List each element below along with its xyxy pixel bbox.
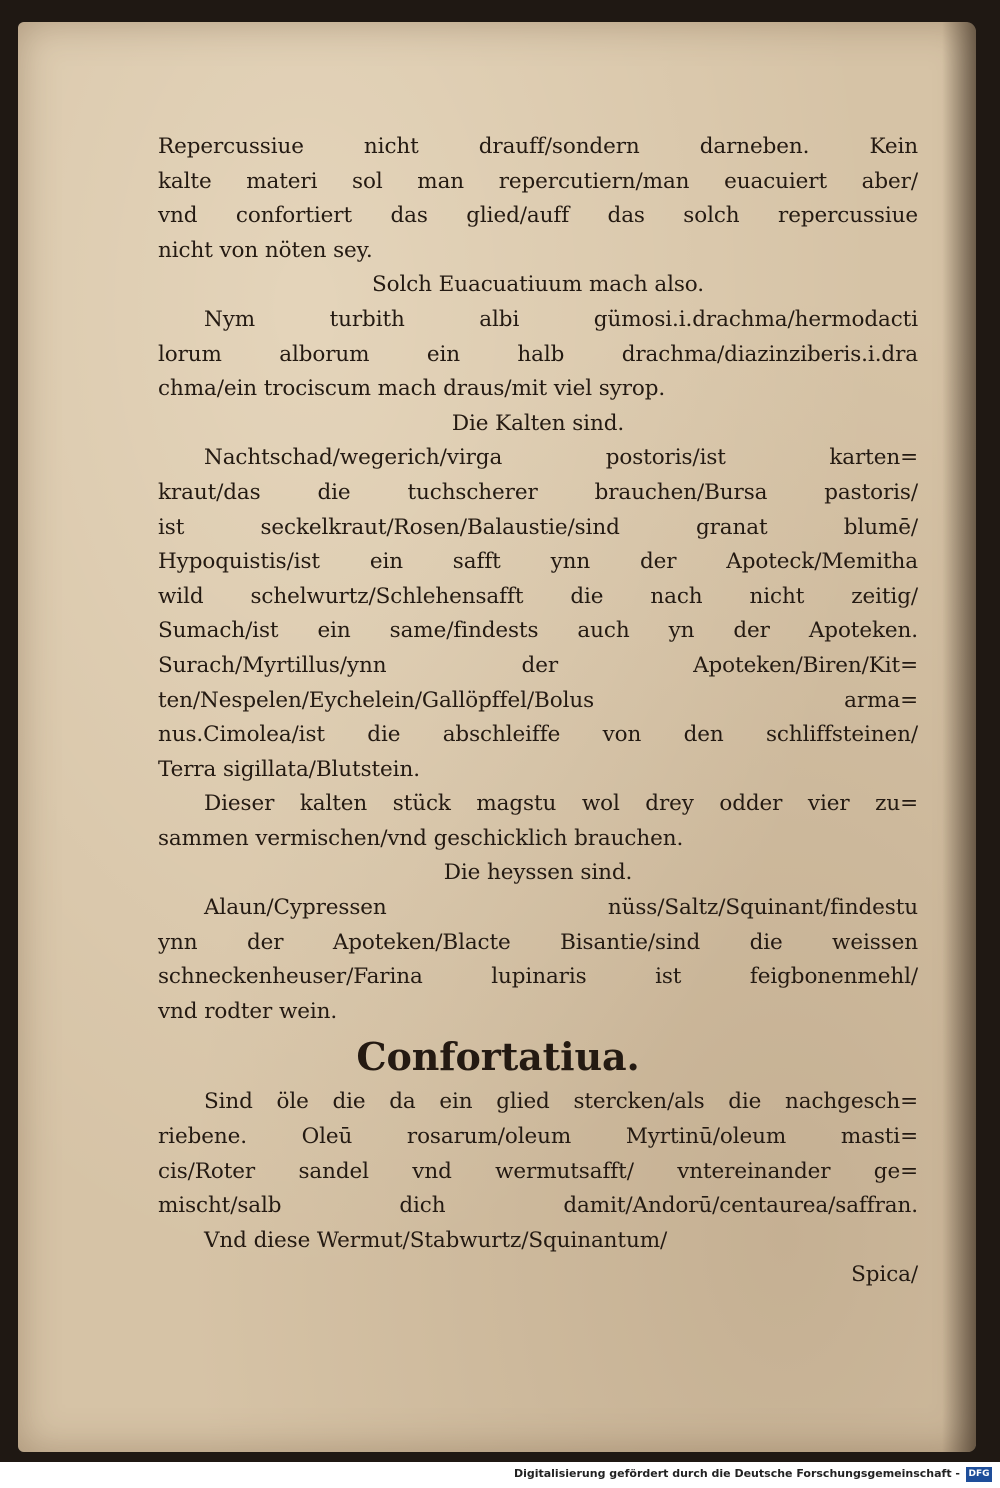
text-line: Vnd diese Wermut/Stabwurtz/Squinantum/ xyxy=(204,1227,668,1253)
text-line: Alaun/Cypressen nüss/Saltz/Squinant/findestu xyxy=(204,895,918,921)
text-line: chma/ein trociscum mach draus/mit viel syrop. xyxy=(158,376,666,402)
section-heading: Die Kalten sind. xyxy=(451,410,625,436)
text-line: kraut/das die tuchscherer brauchen/Bursa pastoris/ xyxy=(158,479,918,505)
text-line: mischt/salb dich damit/Andorū/centaurea/saffran. xyxy=(158,1193,918,1219)
text-line: cis/Roter sandel vnd wermutsafft/ vntereinander ge= xyxy=(158,1158,918,1184)
dfg-logo[interactable]: DFG xyxy=(966,1467,992,1482)
text-line: vnd confortiert das glied/auff das solch repercussiue xyxy=(158,203,918,229)
catchword: Spica/ xyxy=(851,1262,918,1288)
text-line: ten/Nespelen/Eychelein/Gallöpffel/Bolus arma= xyxy=(158,687,918,713)
text-line: nus.Cimolea/ist die abschleiffe von den schliffsteinen/ xyxy=(158,722,918,748)
text-line: wild schelwurtz/Schlehensafft die nach nicht zeitig/ xyxy=(158,583,918,609)
section-heading: Die heyssen sind. xyxy=(443,860,633,886)
text-line: lorum alborum ein halb drachma/diazinziberis.i.dra xyxy=(158,341,918,367)
text-line: Sind öle die da ein glied stercken/als die nachgesch= xyxy=(204,1089,918,1115)
text-line: Nym turbith albi gümosi.i.drachma/hermodacti xyxy=(204,306,918,332)
text-line: Repercussiue nicht drauff/sondern darneben. Kein xyxy=(158,134,918,159)
footer-bar xyxy=(0,1462,1000,1488)
text-line: riebene. Oleū rosarum/oleum Myrtinū/oleum masti= xyxy=(158,1124,918,1150)
confortatiua-heading: Confortatiua. xyxy=(356,1034,640,1080)
text-line: Hypoquistis/ist ein safft ynn der Apoteck/Memitha xyxy=(158,549,918,575)
text-line: nicht von nöten sey. xyxy=(158,237,373,263)
text-line: Nachtschad/wegerich/virga postoris/ist karten= xyxy=(204,445,918,471)
text-line: schneckenheuser/Farina lupinaris ist feigbonenmehl/ xyxy=(158,964,918,990)
text-line: ynn der Apoteken/Blacte Bisantie/sind die weissen xyxy=(158,929,918,955)
section-heading: Solch Euacuatiuum mach also. xyxy=(371,272,705,298)
text-line: Terra sigillata/Blutstein. xyxy=(158,756,420,782)
page-gutter-shadow xyxy=(942,22,976,1452)
text-line: sammen vermischen/vnd geschicklich brauchen. xyxy=(158,825,684,851)
funding-credit: Digitalisierung gefördert durch die Deutsche Forschungsgemeinschaft - xyxy=(513,1467,960,1480)
text-line: kalte materi sol man repercutiern/man euacuiert aber/ xyxy=(158,168,918,194)
text-line: vnd rodter wein. xyxy=(158,998,338,1024)
text-line: Dieser kalten stück magstu wol drey odder vier zu= xyxy=(204,791,918,817)
text-line: Sumach/ist ein same/findests auch yn der Apoteken. xyxy=(158,618,918,644)
text-line: Surach/Myrtillus/ynn der Apoteken/Biren/Kit= xyxy=(158,652,918,678)
page-text-block xyxy=(158,130,918,1293)
text-line: ist seckelkraut/Rosen/Balaustie/sind granat blumē/ xyxy=(158,514,918,540)
